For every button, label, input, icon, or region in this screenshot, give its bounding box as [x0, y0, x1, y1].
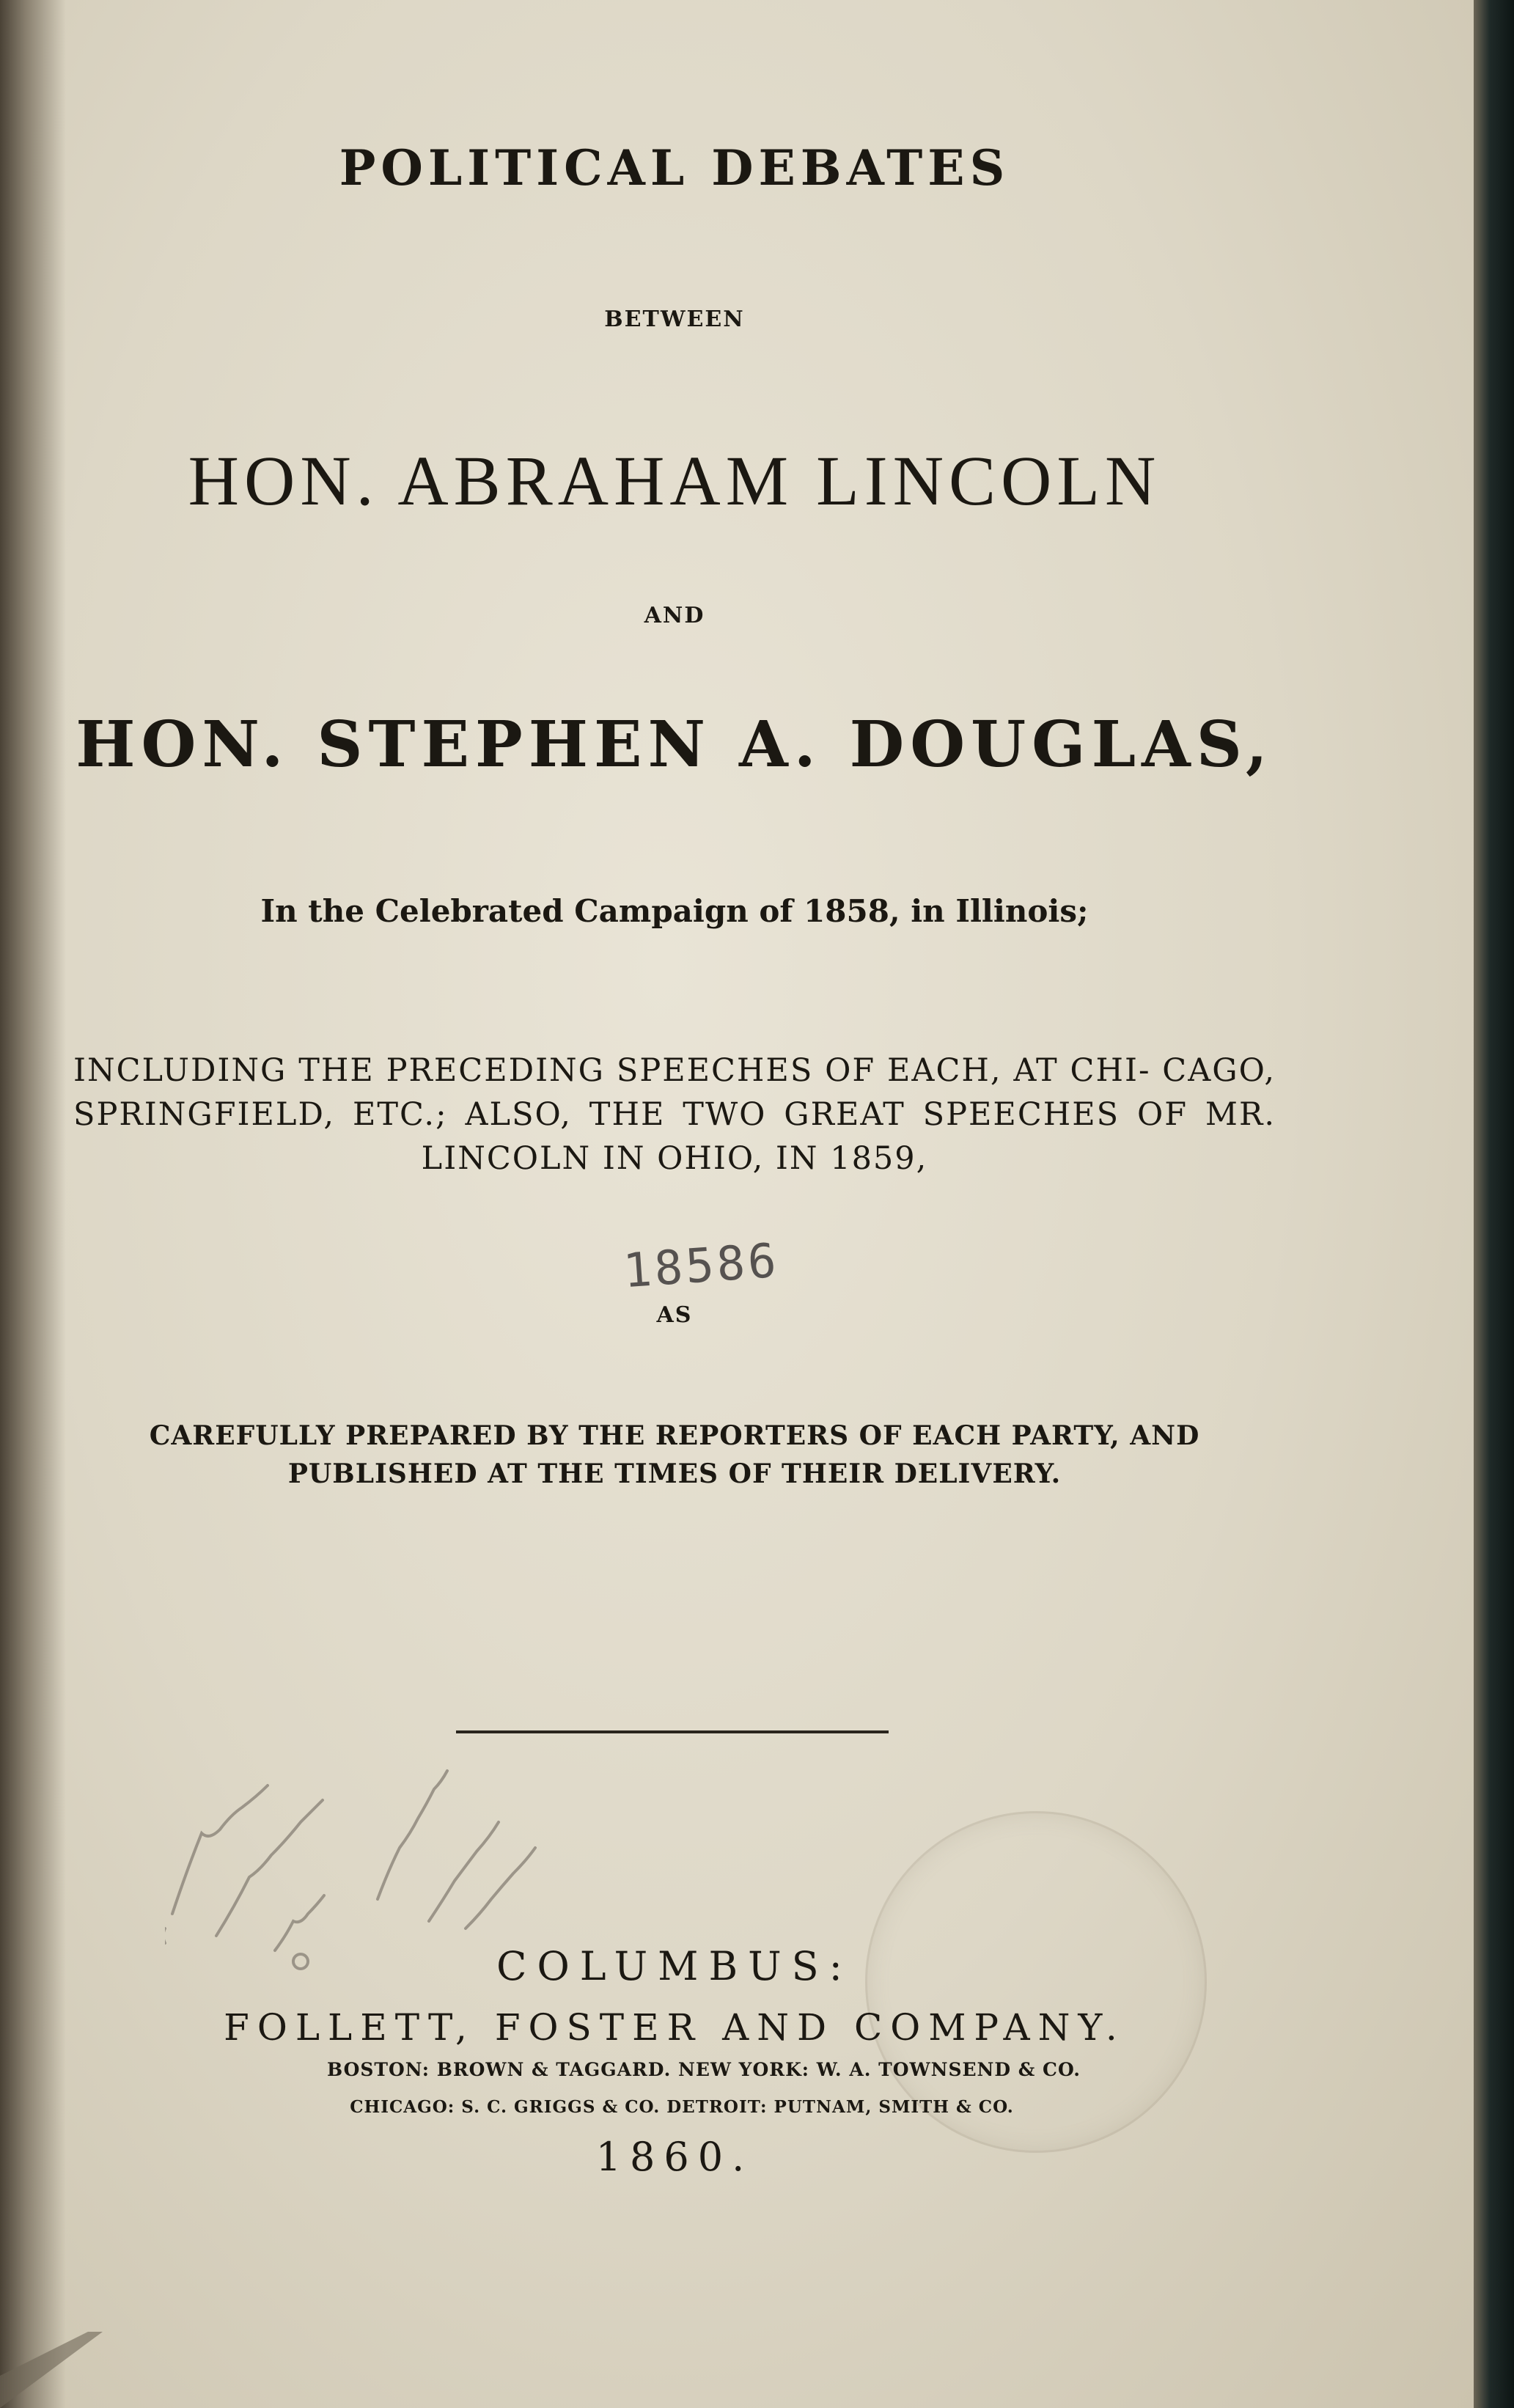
accession-number-stamp: 18586 [621, 1233, 781, 1299]
divider-rule [456, 1730, 889, 1733]
imprint-city: COLUMBUS: [496, 1943, 853, 1989]
as-label: AS [656, 1302, 693, 1328]
between-label: BETWEEN [604, 306, 745, 332]
agents-line-2: CHICAGO: S. C. GRIGGS & CO. DETROIT: PUTNAM, SMITH & CO. [350, 2097, 1014, 2117]
including-paragraph: INCLUDING THE PRECEDING SPEECHES OF EACH, AT CHI- CAGO, SPRINGFIELD, ETC.; ALSO, THE TWO GREAT SPEECHES OF MR. LINCOLN IN OHIO, IN 1859, [73, 1052, 1276, 1177]
and-label: AND [644, 603, 705, 628]
book-spine-edge [1474, 0, 1514, 2408]
page-corner-shadow [0, 2332, 103, 2408]
lincoln-name: HON. ABRAHAM LINCOLN [188, 441, 1161, 520]
prepared-by-paragraph: CAREFULLY PREPARED BY THE REPORTERS OF EACH PARTY, AND PUBLISHED AT THE TIMES OF THEIR DELIVERY. [149, 1420, 1200, 1489]
publisher-name: FOLLETT, FOSTER AND COMPANY. [224, 2006, 1125, 2049]
agents-line-1: BOSTON: BROWN & TAGGARD. NEW YORK: W. A. TOWNSEND & CO. [327, 2059, 1081, 2080]
campaign-subtitle: In the Celebrated Campaign of 1858, in Illinois; [260, 893, 1089, 929]
douglas-name: HON. STEPHEN A. DOUGLAS, [76, 708, 1274, 782]
book-heading: POLITICAL DEBATES [339, 139, 1010, 197]
pencil-handwriting [165, 1752, 642, 1972]
publication-year: 1860. [595, 2134, 754, 2180]
